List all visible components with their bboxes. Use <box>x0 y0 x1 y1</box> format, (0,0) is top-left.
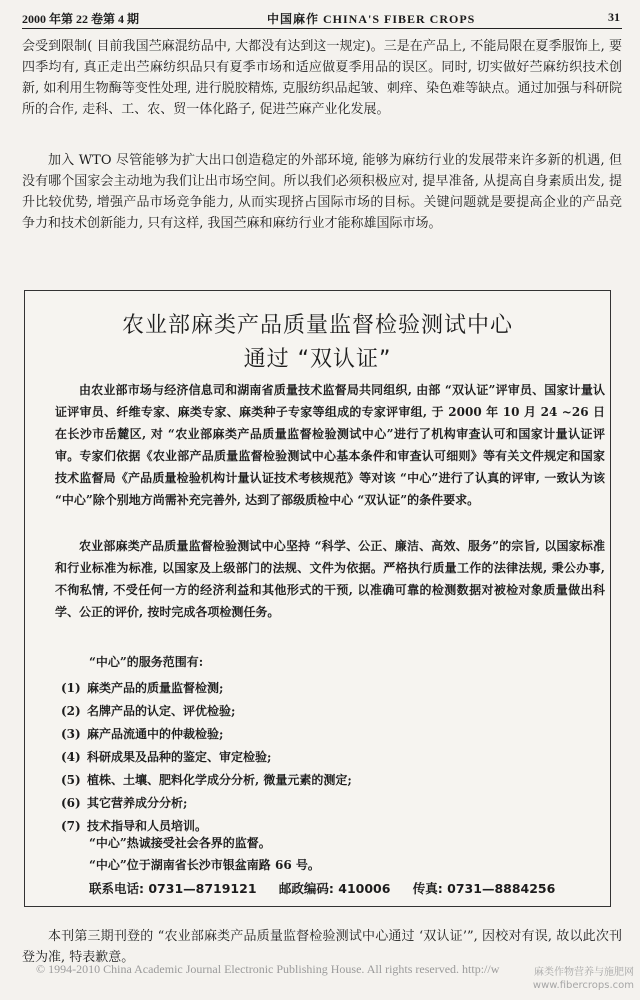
page-number: 31 <box>608 10 620 24</box>
list-item <box>61 677 352 700</box>
item-text: 技术指导和人员培训。 <box>87 819 208 833</box>
service-scope-heading: “中心”的服务范围有: <box>89 655 204 669</box>
item-number: (1) <box>61 681 81 695</box>
issue-info: 2000 年第 22 卷第 4 期 <box>22 12 140 26</box>
item-number: (6) <box>61 796 81 810</box>
list-item <box>61 746 352 769</box>
announcement-paragraph-2: 农业部麻类产品质量监督检验测试中心坚持 “科学、公正、廉洁、高效、服务”的宗旨, 以国家标准和行业标准为标准, 以国家及上级部门的法规、文件为依据。严格执行质量工作的法律法规, 秉公办事, 不徇私情, 不受任何一方的经济利益和其他形式的干预, 以准确可靠的检测数据对被检对象质量做出科学、公正的评价, 按时完成各项检测任务。 <box>55 539 605 619</box>
contact-phone: 联系电话: 0731—8719121 <box>89 881 257 896</box>
address-note: “中心”位于湖南省长沙市银盆南路 66 号。 <box>89 858 320 872</box>
item-text: 麻产品流通中的仲裁检验; <box>87 727 224 741</box>
body-paragraph-2: 加入 WTO 尽管能够为扩大出口创造稳定的外部环境, 能够为麻纺行业的发展带来许多新的机遇, 但没有哪个国家会主动地为我们让出市场空间。所以我们必须积极应对, 提早准备, 从提高自身素质出发, 提升比较优势, 增强产品市场竞争能力, 从而实现挤占国际市场的目标。关键问题就是要提高企业的产品竞争力和技术创新能力, 只有这样, 我国苎麻和麻纺行业才能称雄国际市场。 <box>22 153 622 231</box>
announcement-paragraph-1: 由农业部市场与经济信息司和湖南省质量技术监督局共同组织, 由部 “双认证”评审员、国家计量认证评审员、纤维专家、麻类专家、麻类种子专家等组成的专家评审组, 于 2000 年 10 月 24 ~26 日在长沙市岳麓区, 对 “农业部麻类产品质量监督检验测试中心”进行了机构审查认可和国家计量认证评审。专家们依据《农业部产品质量监督检验测试中心基本条件和审查认可细则》等有关文件规定和国家技术监督局《产品质量检验机构计量认证技术考核规范》等对该 “中心”进行了认真的评审, 一致认为该 “中心”除个别地方尚需补充完善外, 达到了部级质检中心 “双认证”的条件要求。 <box>55 383 605 507</box>
list-item <box>61 792 352 815</box>
supervision-note: “中心”热诚接受社会各界的监督。 <box>89 836 271 850</box>
item-text: 科研成果及品种的鉴定、审定检验; <box>87 750 272 764</box>
list-item <box>61 723 352 746</box>
list-item <box>61 769 352 792</box>
watermark-url: www.fibercrops.com <box>532 980 634 991</box>
site-watermark <box>533 966 634 992</box>
running-header <box>22 8 622 29</box>
item-number: (3) <box>61 727 81 741</box>
correction-notice: 本刊第三期刊登的 “农业部麻类产品质量监督检验测试中心通过 ‘双认证’”, 因校对有误, 故以此次刊登为准, 特表歉意。 <box>22 929 622 965</box>
contact-postcode: 邮政编码: 410006 <box>278 881 391 896</box>
contact-info <box>89 879 573 897</box>
list-item <box>61 700 352 723</box>
contact-fax: 传真: 0731—8884256 <box>412 881 556 896</box>
copyright-footer: © 1994-2010 China Academic Journal Electronic Publishing House. All rights reserved. http://w <box>36 962 500 976</box>
item-text: 植株、土壤、肥料化学成分分析, 微量元素的测定; <box>87 773 352 787</box>
body-paragraph-1: 会受到限制( 目前我国苎麻混纺品中, 大都没有达到这一规定)。三是在产品上, 不能局限在夏季服饰上, 要四季均有, 真正走出苎麻纺织品只有夏季市场和适应做夏季用品的误区。同时, 切实做好苎麻纺织技术创新, 如利用生物酶等变性处理, 进行脱胶精炼, 克服纺织品起皱、刺痒、染色难等缺点。通过加强与科研院所的合作, 走科、工、农、贸一体化路子, 促进苎麻产业化发展。 <box>22 39 622 117</box>
item-number: (4) <box>61 750 81 764</box>
service-scope-list <box>61 677 352 838</box>
announcement-box <box>24 290 611 907</box>
watermark-site-name: 麻类作物营养与施肥网 <box>534 967 634 978</box>
announcement-subtitle: 通过 “双认证” <box>243 347 392 372</box>
item-number: (5) <box>61 773 81 787</box>
journal-name: 中国麻作 CHINA'S FIBER CROPS <box>267 12 476 26</box>
announcement-title: 农业部麻类产品质量监督检验测试中心 <box>121 313 513 338</box>
item-text: 名牌产品的认定、评优检验; <box>87 704 236 718</box>
item-number: (7) <box>61 819 81 833</box>
item-text: 麻类产品的质量监督检测; <box>87 681 224 695</box>
item-number: (2) <box>61 704 81 718</box>
item-text: 其它营养成分分析; <box>87 796 188 810</box>
